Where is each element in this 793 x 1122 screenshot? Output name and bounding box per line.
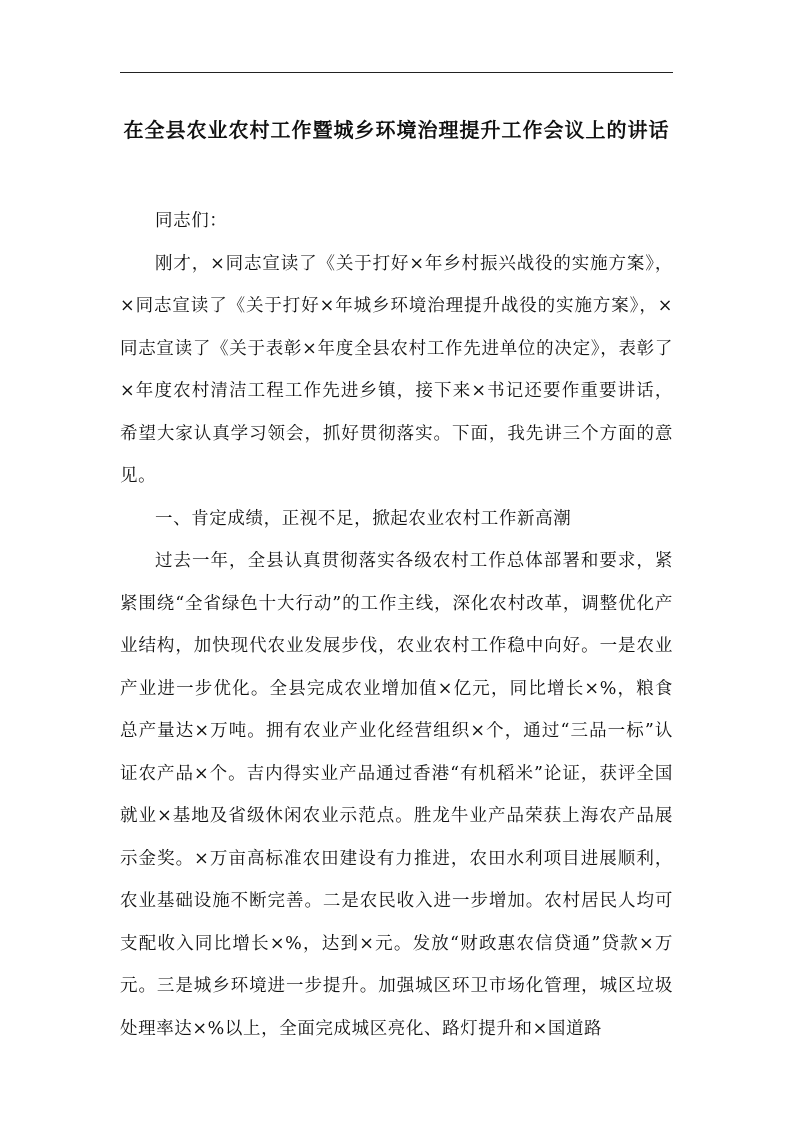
section-heading-1: 一、肯定成绩，正视不足，掀起农业农村工作新高潮 <box>155 508 572 529</box>
header-rule <box>120 72 673 73</box>
salutation: 同志们： <box>155 211 228 231</box>
paragraph-achievements: 过去一年，全县认真贯彻落实各级农村工作总体部署和要求，紧紧围绕“全省绿色十大行动”的工作主线，深化农村改革，调整优化产业结构，加快现代农业发展步伐，农业农村工作稳中向好。一是农业产业进一步优化。全县完成农业增加值×亿元，同比增长×%，粮食总产量达×万吨。拥有农业产业化经营组织×个，通过“三品一标”认证农产品×个。吉内得实业产品通过香港“有机稻米”论证，获评全国就业×基地及省级休闲农业示范点。胜龙牛业产品荣获上海农产品展示金奖。×万亩高标准农田建设有力推进，农田水利项目进展顺利，农业基础设施不断完善。二是农民收入进一步增加。农村居民人均可支配收入同比增长×%，达到×元。发放“财政惠农信贷通”贷款×万元。三是城乡环境进一步提升。加强城区环卫市场化管理，城区垃圾处理率达×%以上，全面完成城区亮化、路灯提升和×国道路 <box>120 551 673 1039</box>
paragraph-opening: 刚才，×同志宣读了《关于打好×年乡村振兴战役的实施方案》，×同志宣读了《关于打好×年城乡环境治理提升战役的实施方案》，×同志宣读了《关于表彰×年度全县农村工作先进单位的决定》，表彰了×年度农村清洁工程工作先进乡镇，接下来×书记还要作重要讲话，希望大家认真学习领会，抓好贯彻落实。下面，我先讲三个方面的意见。 <box>120 253 673 486</box>
document-body <box>120 200 673 1050</box>
document-title: 在全县农业农村工作暨城乡环境治理提升工作会议上的讲话 <box>123 118 670 142</box>
